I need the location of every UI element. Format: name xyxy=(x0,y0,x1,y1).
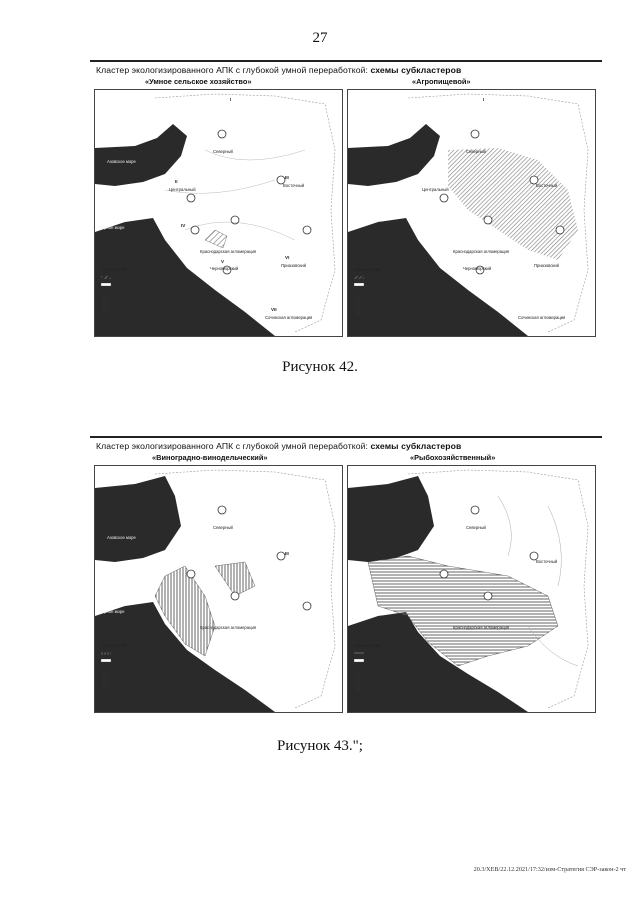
label-severny: Северный xyxy=(213,149,233,154)
label-roman-vi: VI xyxy=(285,255,290,260)
region-map xyxy=(348,90,595,336)
label-roman-iii: III xyxy=(285,175,289,180)
legend-title: Кластер АПК xyxy=(101,643,127,648)
label-central: Центральный xyxy=(422,187,449,192)
figure-42 xyxy=(90,60,602,337)
region-map xyxy=(348,466,595,712)
black-sea-shape xyxy=(95,218,275,336)
label-severny: Северный xyxy=(213,525,233,530)
figure-title xyxy=(90,438,602,451)
page-number: 27 xyxy=(312,30,328,46)
label-black-sea: Черное море xyxy=(99,225,125,230)
label-southern: Сочинская агломерация xyxy=(518,315,566,320)
label-roman-i: I xyxy=(483,97,485,102)
label-eastern: Восточный xyxy=(283,183,305,188)
figure-title-bold: схемы субкластеров xyxy=(370,441,462,451)
label-black-sea: Черное море xyxy=(99,609,125,614)
label-priazovsky: Приазовский xyxy=(534,263,559,268)
label-azov-sea: Азовское море xyxy=(107,159,136,164)
footer-reference: 20.3/ХЕВ/22.12.2021/17:32/изм-Стратегия СЭР-закон-2 чт xyxy=(473,866,626,873)
map-smart-agriculture xyxy=(94,89,343,337)
label-chernomorsky: Черноморский xyxy=(463,266,492,271)
label-roman-iv: IV xyxy=(181,223,186,228)
figure-caption-43: Рисунок 43."; xyxy=(277,738,363,754)
label-krasnodar: Краснодарская агломерация xyxy=(453,249,510,254)
legend-title: Кластер АПК xyxy=(101,267,127,272)
figure-title-plain: Кластер экологизированного АПК с глубокой умной переработкой: xyxy=(96,65,368,75)
label-eastern: Восточный xyxy=(536,559,558,564)
label-eastern: Восточный xyxy=(536,183,558,188)
map-agro-food xyxy=(347,89,596,337)
label-priazovsky: Приазовский xyxy=(281,263,306,268)
figure-title xyxy=(90,62,602,75)
label-roman-vii: VII xyxy=(271,307,277,312)
figure-caption-42: Рисунок 42. xyxy=(282,359,358,375)
label-central: Центральный xyxy=(169,187,196,192)
label-azov-sea: Азовское море xyxy=(107,535,136,540)
region-map xyxy=(95,466,342,712)
legend-title: Кластер АПК xyxy=(354,643,380,648)
map-fishery xyxy=(347,465,596,713)
azov-sea-shape xyxy=(348,124,440,186)
legend-title: Кластер АПК xyxy=(354,267,380,272)
black-sea-shape xyxy=(348,218,528,336)
vineyard-zone xyxy=(215,562,255,596)
label-krasnodar: Краснодарская агломерация xyxy=(200,625,257,630)
label-roman-iii: III xyxy=(285,551,289,556)
azov-sea-shape xyxy=(348,476,434,562)
figure-title-bold: схемы субкластеров xyxy=(370,65,462,75)
label-severny: Северный xyxy=(466,525,486,530)
subcluster-title-right: «Агропищевой» xyxy=(412,77,471,86)
label-roman-ii: II xyxy=(175,179,178,184)
label-roman-v: V xyxy=(221,259,225,264)
label-chernomorsky: Черноморский xyxy=(210,266,239,271)
subcluster-title-left: «Виноградно-винодельческий» xyxy=(152,453,268,462)
azov-sea-shape xyxy=(95,124,187,186)
map-viticulture xyxy=(94,465,343,713)
label-roman-i: I xyxy=(230,97,232,102)
label-southern: Сочинская агломерация xyxy=(265,315,313,320)
label-krasnodar: Краснодарская агломерация xyxy=(200,249,257,254)
azov-sea-shape xyxy=(95,476,181,562)
label-severny: Северный xyxy=(466,149,486,154)
figure-title-plain: Кластер экологизированного АПК с глубокой умной переработкой: xyxy=(96,441,368,451)
hatched-cluster-area xyxy=(448,148,578,260)
subcluster-title-left: «Умное сельское хозяйство» xyxy=(145,77,252,86)
figure-43 xyxy=(90,436,602,713)
subcluster-title-right: «Рыбохозяйственный» xyxy=(410,453,496,462)
region-map xyxy=(95,90,342,336)
label-krasnodar: Краснодарская агломерация xyxy=(453,625,510,630)
